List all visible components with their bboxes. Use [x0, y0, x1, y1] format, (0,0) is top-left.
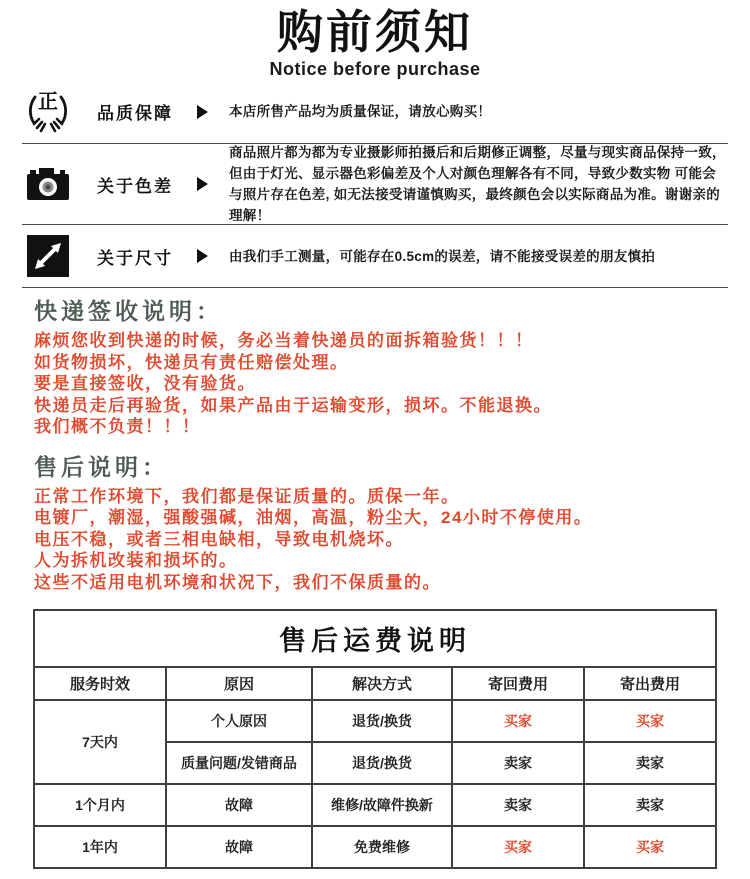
table-cell-send-fee: 买家	[584, 700, 716, 742]
notice-label: 关于色差	[97, 176, 173, 196]
notice-text: 本店所售产品均为质量保证，请放心购买！	[229, 104, 492, 119]
table-cell-solution: 免费维修	[312, 826, 452, 868]
notice-row-quality	[0, 80, 750, 143]
table-row	[34, 784, 716, 826]
delivery-line: 要是直接签收，没有验货。	[34, 374, 256, 393]
notice-row-color	[0, 144, 750, 224]
aftersale-line: 正常工作环境下，我们都是保证质量的。质保一年。	[34, 486, 460, 506]
triangle-bullet-icon	[197, 105, 219, 119]
aftersale-section-heading: 售后说明：	[34, 453, 169, 480]
delivery-line: 麻烦您收到快递的时候，务必当着快递员的面拆箱验货！！！	[34, 331, 534, 350]
aftersale-line: 电压不稳，或者三相电缺相，导致电机烧坏。	[34, 529, 404, 549]
camera-icon	[24, 160, 72, 208]
table-cell-send-fee: 卖家	[584, 742, 716, 784]
table-cell-send-fee: 卖家	[584, 784, 716, 826]
notice-label: 品质保障	[97, 104, 173, 123]
delivery-section-heading: 快递签收说明：	[34, 298, 223, 324]
table-header-cell: 原因	[166, 667, 312, 700]
delivery-instructions-section	[0, 296, 750, 438]
table-cell-return-fee: 卖家	[452, 784, 584, 826]
table-cell-return-fee: 买家	[452, 826, 584, 868]
table-cell-solution: 退货/换货	[312, 700, 452, 742]
table-cell-solution: 维修/故障件换新	[312, 784, 452, 826]
table-cell-reason: 个人原因	[166, 700, 312, 742]
delivery-line: 快递员走后再验货，如果产品由于运输变形，损坏。不能退换。	[34, 395, 552, 415]
page-subtitle: Notice before purchase	[269, 59, 481, 79]
table-cell-period: 1年内	[34, 826, 166, 868]
table-header-cell: 服务时效	[34, 667, 166, 700]
divider	[22, 287, 728, 288]
table-cell-reason: 质量问题/发错商品	[166, 742, 312, 784]
table-header-cell: 寄回费用	[452, 667, 584, 700]
table-header-cell: 解决方式	[312, 667, 452, 700]
aftersale-line: 这些不适用电机环境和状况下，我们不保质量的。	[34, 572, 441, 592]
table-cell-return-fee: 买家	[452, 700, 584, 742]
aftersale-instructions-section	[0, 452, 750, 594]
table-cell-period: 1个月内	[34, 784, 166, 826]
table-title: 售后运费说明	[34, 610, 716, 667]
table-row	[34, 826, 716, 868]
delivery-line: 如货物损坏，快递员有责任赔偿处理。	[34, 352, 349, 372]
table-row	[34, 700, 716, 742]
table-title-row	[34, 610, 716, 667]
page-title: 购前须知	[277, 6, 473, 58]
table-cell-reason: 故障	[166, 826, 312, 868]
table-header-row	[34, 667, 716, 700]
notice-label: 关于尺寸	[97, 248, 173, 268]
delivery-line: 我们概不负责！！！	[34, 417, 201, 436]
measure-arrow-icon	[24, 232, 72, 280]
table-cell-return-fee: 卖家	[452, 742, 584, 784]
table-cell-period: 7天内	[34, 700, 166, 784]
notice-text: 商品照片都为都为专业摄影师拍摄后和后期修正调整，尽量与现实商品保持一致，但由于灯光、显示器色彩偏差及个人对颜色理解各有不同，导致少数实物 可能会与照片存在色差, 如无法接受请谨慎购买，最终颜色会以实际商品为准。谢谢亲的理解！	[229, 145, 726, 223]
shipping-fee-table	[33, 609, 717, 869]
aftersale-line: 人为拆机改装和损坏的。	[34, 551, 238, 570]
triangle-bullet-icon	[197, 177, 219, 191]
notice-text: 由我们手工测量，可能存在0.5cm的误差，请不能接受误差的朋友慎拍	[229, 248, 656, 264]
header	[0, 0, 750, 80]
aftersale-line: 电镀厂，潮湿，强酸强碱，油烟，高温，粉尘大，24小时不停使用。	[34, 508, 593, 527]
quality-guarantee-icon	[24, 88, 72, 136]
table-cell-solution: 退货/换货	[312, 742, 452, 784]
table-cell-send-fee: 买家	[584, 826, 716, 868]
svg-text:正: 正	[38, 90, 58, 113]
triangle-bullet-icon	[197, 249, 219, 263]
notice-row-size	[0, 225, 750, 287]
table-header-cell: 寄出费用	[584, 667, 716, 700]
table-cell-reason: 故障	[166, 784, 312, 826]
